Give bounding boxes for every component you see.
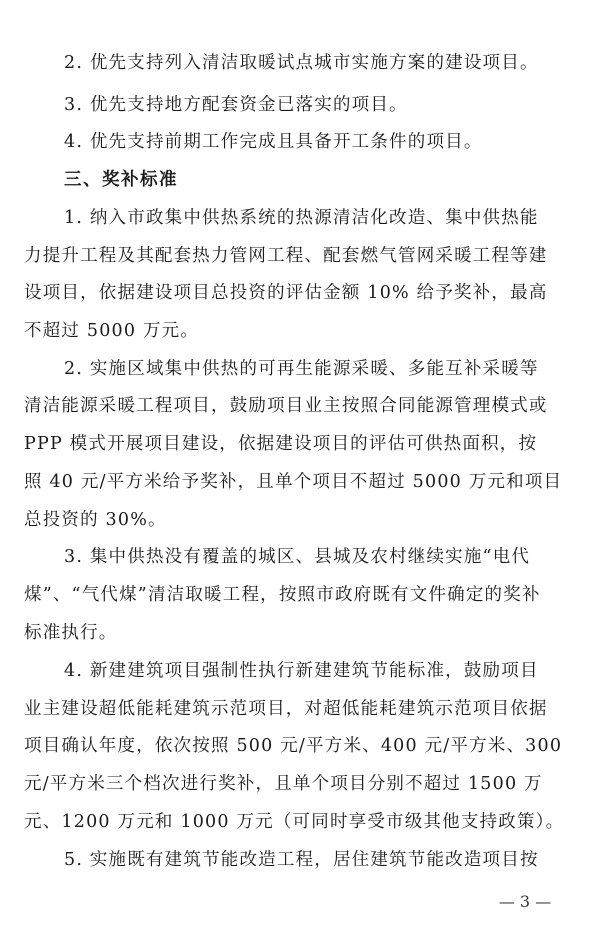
text-line-17: 4. 新建建筑项目强制性执行新建建筑节能标准，鼓励项目 [64,661,539,681]
text-line-7: 设项目，依据建设项目总投资的评估金额 10% 给予奖补，最高 [24,283,548,303]
text-line-3: 4. 优先支持前期工作完成且具备开工条件的项目。 [64,132,483,152]
text-line-22: 5. 实施既有建筑节能改造工程，居住建筑节能改造项目按 [64,850,539,870]
text-line-2: 3. 优先支持地方配套资金已落实的项目。 [64,95,408,115]
text-line-10: 清洁能源采暖工程项目，鼓励项目业主按照合同能源管理模式或 [24,396,548,416]
text-line-12: 照 40 元/平方米给予奖补，且单个项目不超过 5000 万元和项目 [24,472,563,492]
page-number: — 3 — [498,892,552,911]
text-line-20: 元/平方米三个档次进行奖补，且单个项目分别不超过 1500 万 [24,774,543,794]
text-line-15: 煤”、“气代煤”清洁取暖工程，按照市政府既有文件确定的奖补 [24,585,541,605]
text-line-9: 2. 实施区域集中供热的可再生能源采暖、多能互补采暖等 [64,359,539,379]
text-line-14: 3. 集中供热没有覆盖的城区、县城及农村继续实施“电代 [64,547,531,567]
text-line-8: 不超过 5000 万元。 [24,321,200,341]
text-line-19: 项目确认年度，依次按照 500 元/平方米、400 元/平方米、300 [24,736,563,756]
text-line-1: 2. 优先支持列入清洁取暖试点城市实施方案的建设项目。 [64,53,539,73]
text-line-6: 力提升工程及其配套热力管网工程、配套燃气管网采暖工程等建 [24,246,548,266]
text-line-18: 业主建设超低能耗建筑示范项目，对超低能耗建筑示范项目依据 [24,699,548,719]
text-line-13: 总投资的 30%。 [24,510,167,530]
text-line-11: PPP 模式开展项目建设，依据建设项目的评估可供热面积，按 [24,434,538,454]
text-line-21: 元、1200 万元和 1000 万元（可同时享受市级其他支持政策）。 [24,812,565,832]
section-heading: 三、奖补标准 [64,170,178,190]
text-line-5: 1. 纳入市政集中供热系统的热源清洁化改造、集中供热能 [64,208,539,228]
text-line-16: 标准执行。 [24,623,118,643]
